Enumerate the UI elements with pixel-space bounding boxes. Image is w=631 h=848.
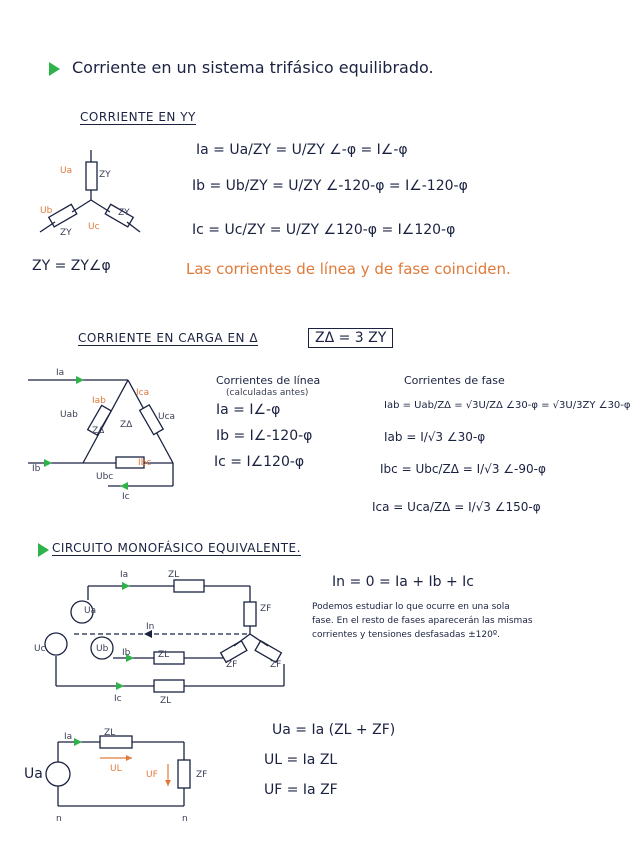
delta-label-zd-a: ZΔ: [92, 426, 105, 436]
mono-label-zf-c: ZF: [270, 660, 282, 670]
delta-label-ic: Ic: [122, 492, 130, 502]
delta-heading: CORRIENTE EN CARGA EN Δ: [78, 331, 259, 345]
single-voltage-ul: UL = Ia ZL: [264, 752, 338, 768]
single-label-uf: UF: [146, 770, 158, 780]
single-voltage-ua: Ua = Ia (ZL + ZF): [272, 722, 396, 738]
three-phase-circuit-diagram: [34, 572, 294, 702]
yy-heading: CORRIENTE EN YY: [80, 110, 196, 124]
delta-label-ia: Ia: [56, 368, 65, 378]
delta-fase-iab-1: Iab = Uab/ZΔ = √3U/ZΔ ∠30-φ = √3U/3ZY ∠30-φ: [384, 400, 631, 411]
page-title: Corriente en un sistema trifásico equilibrado.: [72, 58, 434, 77]
single-label-zf: ZF: [196, 770, 208, 780]
yy-label-zy-b: ZY: [60, 228, 72, 238]
single-label-ua: Ua: [24, 766, 43, 782]
single-voltage-uf: UF = Ia ZF: [264, 782, 338, 798]
mono-label-zf-a: ZF: [260, 604, 272, 614]
yy-label-zy-a: ZY: [99, 170, 111, 180]
delta-linea-subtitle: (calculadas antes): [226, 388, 309, 398]
mono-label-ic: Ic: [114, 694, 122, 704]
mono-label-uc: Uc: [34, 644, 46, 654]
delta-label-ica: Ica: [136, 388, 150, 398]
delta-relation-box: ZΔ = 3 ZY: [308, 328, 393, 348]
delta-linea-ia: Ia = I∠-φ: [216, 402, 281, 418]
delta-linea-ic: Ic = I∠120-φ: [214, 454, 305, 470]
mono-note-line3: corrientes y tensiones desfasadas ±120º.: [312, 630, 500, 640]
single-label-zl: ZL: [104, 728, 116, 738]
mono-label-zl-c: ZL: [160, 696, 172, 706]
bullet-arrow-icon: [49, 62, 60, 76]
yy-label-ub: Ub: [40, 206, 53, 216]
delta-circuit-diagram: [28, 368, 218, 508]
mono-note-line2: fase. En el resto de fases aparecerán las mismas: [312, 616, 533, 626]
delta-linea-title: Corrientes de línea: [216, 374, 321, 387]
single-label-n-right: n: [182, 814, 188, 824]
delta-label-uca: Uca: [158, 412, 176, 422]
mono-label-ub: Ub: [96, 644, 109, 654]
yy-label-ua: Ua: [60, 166, 73, 176]
mono-label-ib: Ib: [122, 648, 131, 658]
yy-note: Las corrientes de línea y de fase coinciden.: [186, 260, 511, 278]
mono-note-line1: Podemos estudiar lo que ocurre en una sola: [312, 602, 510, 612]
yy-equation-ib: Ib = Ub/ZY = U/ZY ∠-120-φ = I∠-120-φ: [192, 178, 468, 194]
yy-impedance-def: ZY = ZY∠φ: [32, 258, 111, 274]
delta-linea-ib: Ib = I∠-120-φ: [216, 428, 313, 444]
yy-equation-ic: Ic = Uc/ZY = U/ZY ∠120-φ = I∠120-φ: [192, 222, 456, 238]
yy-label-zy-c: ZY: [118, 208, 130, 218]
delta-label-ib: Ib: [32, 464, 41, 474]
mono-label-in: In: [146, 622, 155, 632]
yy-equation-ia: Ia = Ua/ZY = U/ZY ∠-φ = I∠-φ: [196, 142, 408, 158]
delta-fase-ibc: Ibc = Ubc/ZΔ = I/√3 ∠-90-φ: [380, 462, 546, 476]
delta-label-ubc: Ubc: [96, 472, 114, 482]
yy-label-uc: Uc: [88, 222, 100, 232]
mono-label-ia: Ia: [120, 570, 129, 580]
delta-label-iab: Iab: [92, 396, 106, 406]
yy-circuit-diagram: [30, 150, 180, 260]
mono-label-zf-b: ZF: [226, 660, 238, 670]
delta-label-zd-c: ZΔ: [120, 420, 133, 430]
delta-fase-iab-2: Iab = I/√3 ∠30-φ: [384, 430, 486, 444]
delta-label-uab: Uab: [60, 410, 78, 420]
mono-label-ua: Ua: [84, 606, 97, 616]
bullet-arrow-icon: [38, 543, 49, 557]
delta-fase-ica: Ica = Uca/ZΔ = I/√3 ∠150-φ: [372, 500, 541, 514]
delta-fase-title: Corrientes de fase: [404, 374, 505, 387]
single-label-n-left: n: [56, 814, 62, 824]
mono-neutral-equation: In = 0 = Ia + Ib + Ic: [332, 574, 474, 590]
mono-label-zl-b: ZL: [158, 650, 170, 660]
single-label-ia: Ia: [64, 732, 73, 742]
mono-label-zl-a: ZL: [168, 570, 180, 580]
delta-label-ibc: Ibc: [138, 458, 152, 468]
single-label-ul: UL: [110, 764, 122, 774]
mono-heading: CIRCUITO MONOFÁSICO EQUIVALENTE.: [52, 541, 301, 555]
